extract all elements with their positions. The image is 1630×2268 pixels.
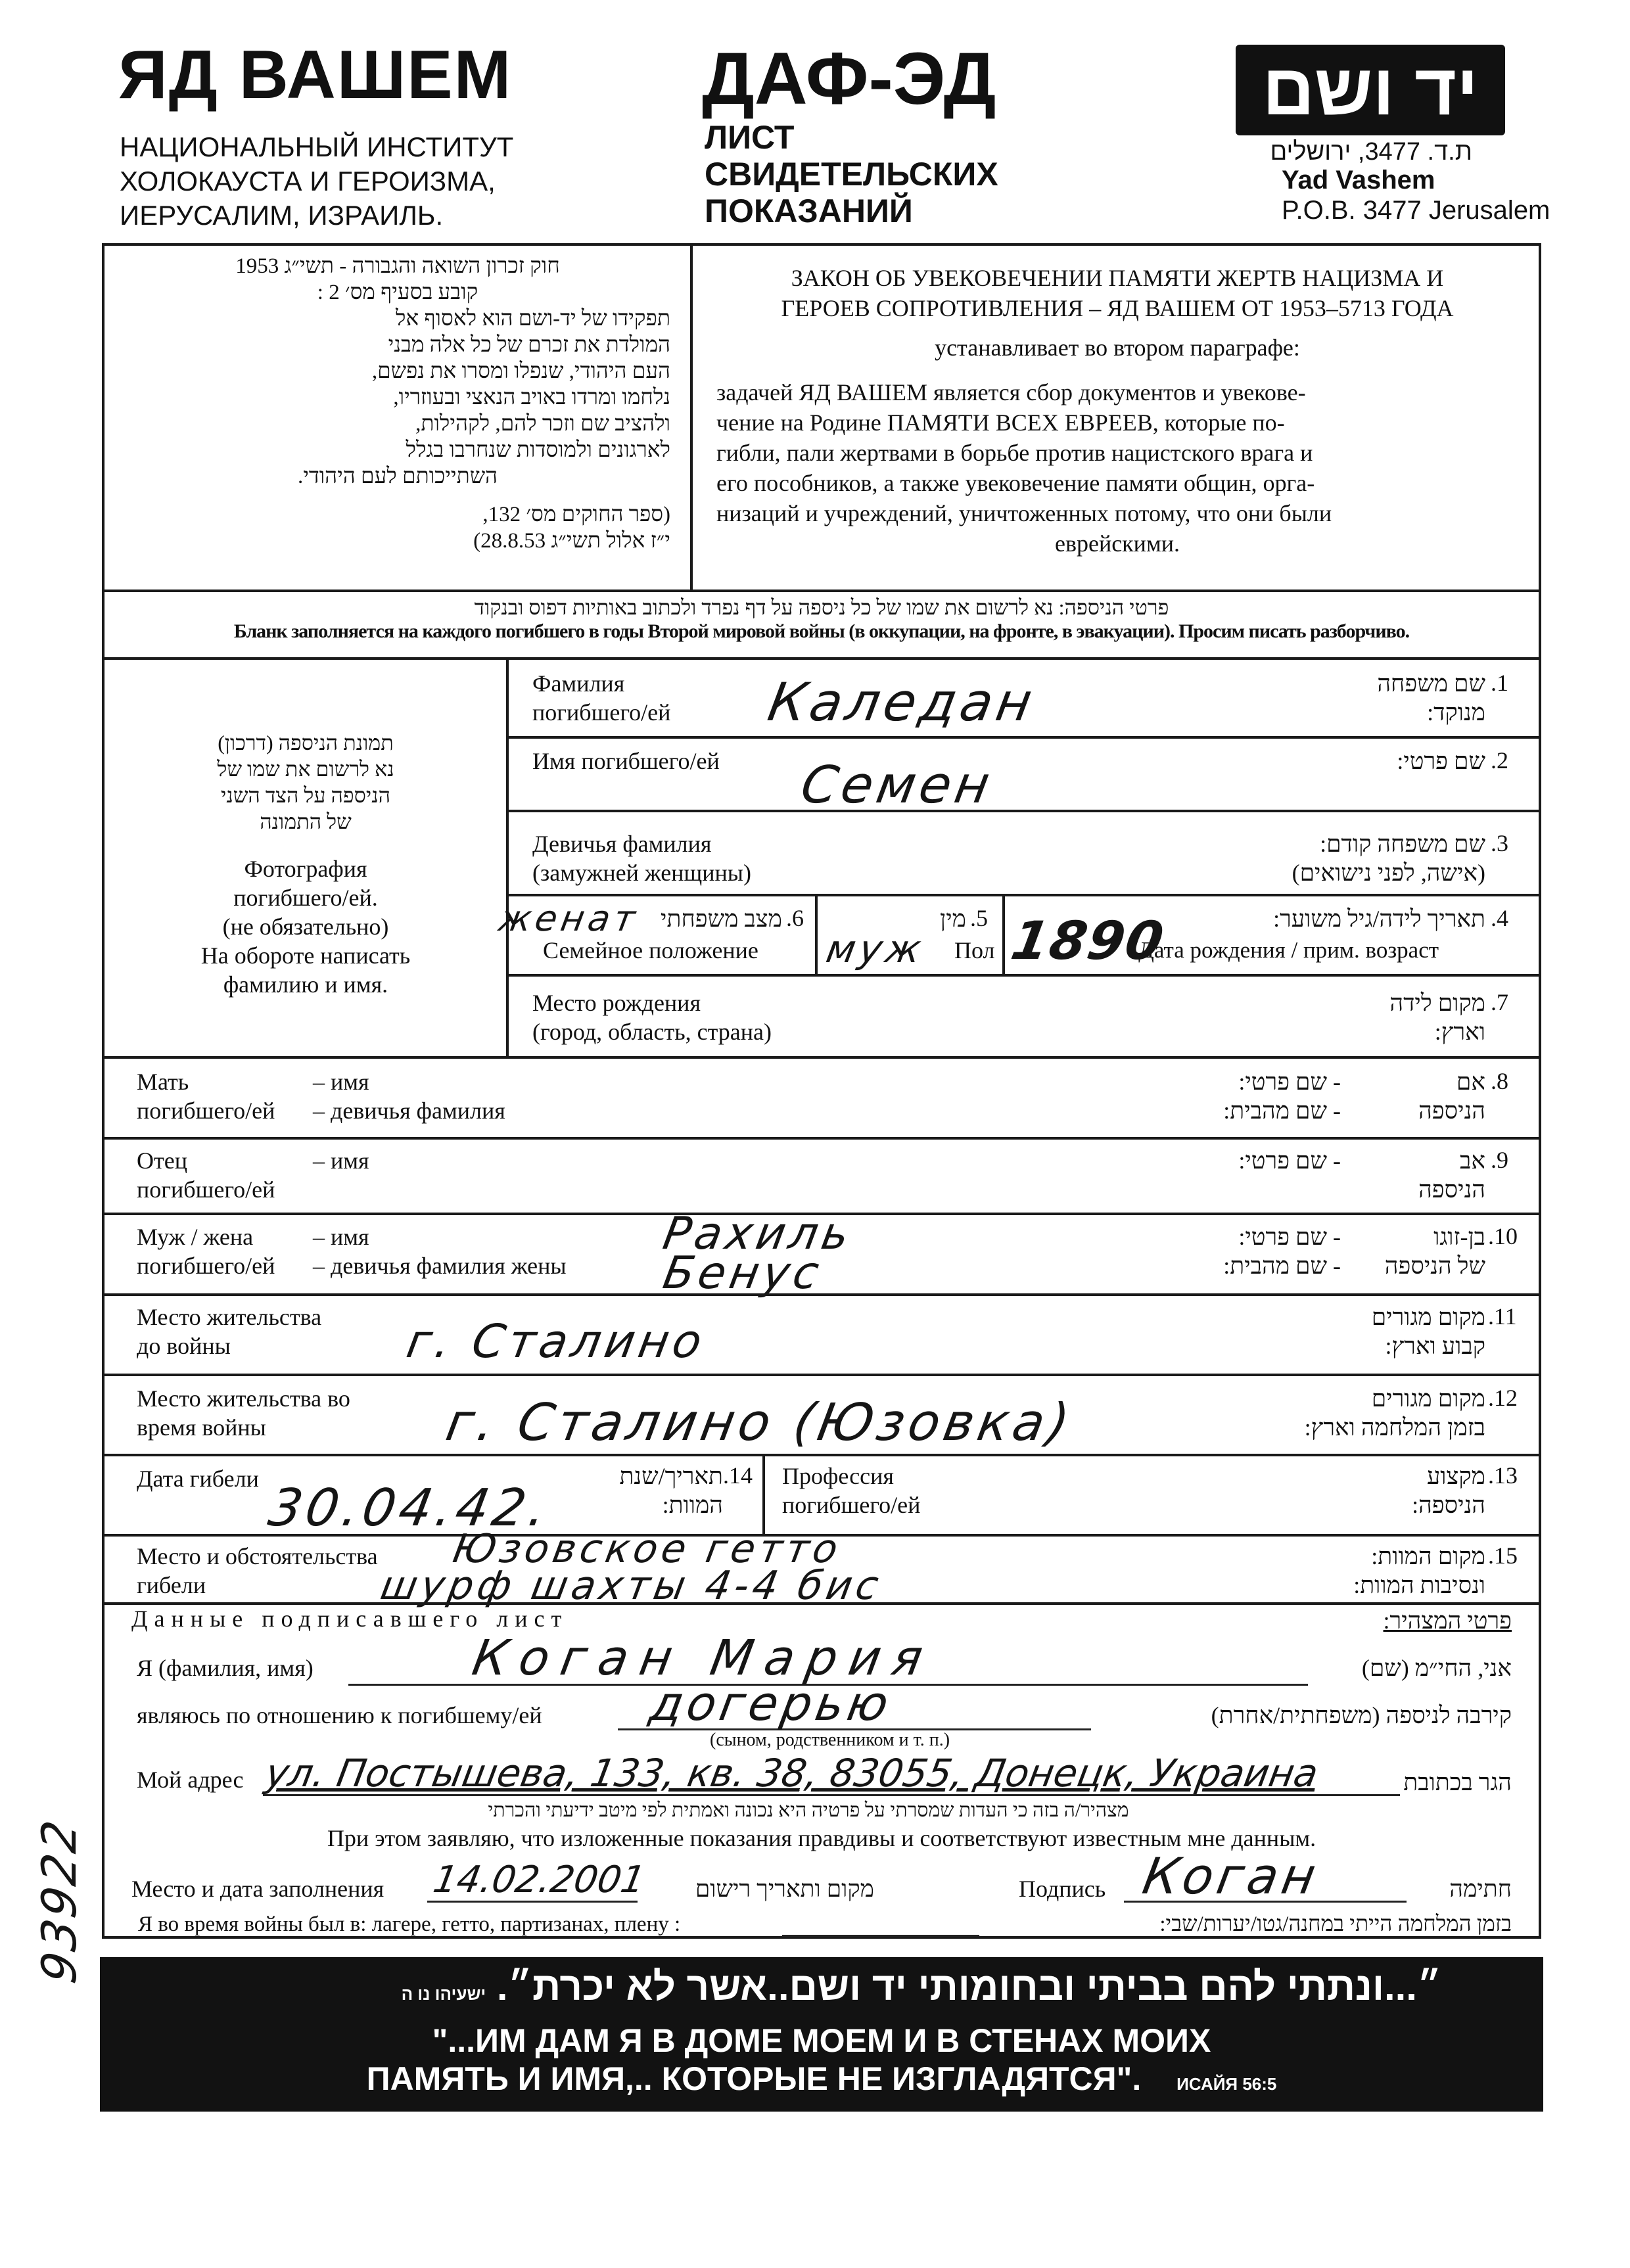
f14-number: .14 <box>723 1462 753 1489</box>
law-hebrew <box>125 253 670 554</box>
submitter-relation-label-ru: являюсь по отношению к погибшему/ей <box>137 1702 542 1728</box>
f4-birthdate-value: 1890 <box>1006 910 1169 971</box>
right-address-he: ת.ד. 3477, ירושלים <box>1270 138 1472 166</box>
center-subtitle-1: ЛИСТ <box>705 119 795 156</box>
row-rule <box>103 1454 1540 1456</box>
law-ru-body: низаций и учреждений, уничтоженных потому, что они были <box>716 500 1332 526</box>
f14-label-he: תאריך/שנת המוות: <box>619 1463 723 1518</box>
photo-ru-line: Фотография <box>244 856 367 882</box>
f9-label-ru-a: Отец погибшего/ей <box>137 1147 275 1203</box>
f12-label-he: מקום מגורים בזמן המלחמה וארץ: <box>1304 1385 1485 1441</box>
submitter-name-label-he: אני, החי״מ (שם) <box>1361 1655 1512 1681</box>
law-he-line: ולהציב שם וזכר להם, לקהילות, <box>415 412 670 436</box>
center-subtitle-3: ПОКАЗАНИЙ <box>705 193 913 229</box>
submitter-address-label-he: הגר בכתובת <box>1403 1769 1512 1795</box>
submitter-name-value: Коган Мария <box>468 1630 939 1686</box>
law-divider <box>690 244 693 590</box>
law-he-line: חוק זכרון השואה והגבורה - תשי״ג 1953 <box>235 254 560 278</box>
submitter-relation-label-he: קירבה לניספה (משפחתית/אחרת) <box>1211 1702 1512 1728</box>
submitter-title-he: פרטי המצהיר: <box>1383 1608 1512 1634</box>
wartime-label-ru: Я во время войны был в: лагере, гетто, партизанах, плену : <box>138 1912 681 1936</box>
row-rule <box>103 1137 1540 1140</box>
f15-circumstance-value: шурф шахты 4-4 бис <box>377 1563 886 1609</box>
f6-label-he: מצב משפחתי <box>661 906 782 932</box>
f11-label-he: מקום מגורים קבוע וארץ: <box>1371 1304 1485 1359</box>
f15-number: .15 <box>1488 1542 1518 1569</box>
law-russian <box>716 263 1518 559</box>
photo-ru <box>131 854 480 999</box>
banner-hebrew-ref: ישעיהו נו ה <box>401 1984 486 2004</box>
center-subtitle-2: СВИДЕТЕЛЬСКИХ <box>705 156 998 193</box>
row-rule <box>507 974 1540 977</box>
banner-hebrew: ״...ונתתי להם בביתי ובחומותי יד ושם..אשר לא יכרת״. ישעיהו נו ה <box>401 1964 1442 2008</box>
instructions-ru: Бланк заполняется на каждого погибшего в годы Второй мировой войны (в оккупации, на фронте, в эвакуации). Просим писать разборчиво. <box>233 620 1410 642</box>
f6-label-ru: Семейное положение <box>543 937 758 963</box>
f11-label-ru: Место жительства до войны <box>137 1304 322 1359</box>
submitter-name-label-ru: Я (фамилия, имя) <box>137 1655 314 1681</box>
left-title: ЯД ВАШЕМ <box>118 37 513 113</box>
law-he-line: העם היהודי, שנפלו ומסרו את נפשם, <box>371 359 670 383</box>
row-rule <box>103 1293 1540 1296</box>
row-rule <box>507 810 1540 812</box>
submitter-relation-hint: (сыном, родственником и т. п.) <box>710 1730 950 1750</box>
f3-label-ru: Девичья фамилия (замужней женщины) <box>532 831 751 886</box>
f3-number: .3 <box>1491 830 1508 856</box>
law-ru-body: его пособников, а также увековечение памяти общин, орга- <box>716 470 1315 496</box>
law-ru-body: гибли, пали жертвами в борьбе против нацистского врага и <box>716 440 1313 466</box>
row4-divider-a <box>815 895 818 974</box>
law-he-line: נלחמו ומרדו באויב הנאצי ובעוזריו, <box>393 386 670 409</box>
banner-ru-line1: "...ИМ ДАМ Я В ДОМЕ МОЕМ И В СТЕНАХ МОИХ <box>432 2022 1211 2059</box>
f13-f14-divider <box>762 1455 765 1534</box>
law-ru-body: задачей ЯД ВАШЕМ является сбор документов и увекове- <box>716 379 1306 405</box>
f1-label-he: שם משפחה מנוקד: <box>1377 670 1485 726</box>
submitter-address-label-ru: Мой адрес <box>137 1767 244 1793</box>
wartime-line <box>782 1935 979 1937</box>
fill-place-label-he: מקום ותאריך רישום <box>695 1876 874 1902</box>
f2-firstname-value: Семен <box>797 756 998 815</box>
f5-sex-value: муж <box>823 927 929 971</box>
f6-number: .6 <box>786 905 804 931</box>
photo-ru-line: фамилию и имя. <box>223 971 388 998</box>
left-subtitle-3: ИЕРУСАЛИМ, ИЗРАИЛЬ. <box>120 200 444 231</box>
f9-label-he-b: - שם פרטי: <box>1238 1147 1341 1174</box>
law-ru-body: чение на Родине ПАМЯТИ ВСЕХ ЕВРЕЕВ, которые по- <box>716 409 1285 436</box>
f10-number: .10 <box>1488 1223 1518 1249</box>
law-ru-body: еврейскими. <box>1054 530 1180 557</box>
law-ru-title: ГЕРОЕВ СОПРОТИВЛЕНИЯ – ЯД ВАШЕМ ОТ 1953–5713 ГОДА <box>781 295 1454 321</box>
instructions-he: פרטי הניספה: נא לרשום את שמו של כל ניספה על דף נפרד ולכתוב באותיות דפוס ובנקוד <box>474 595 1169 619</box>
right-org-name: Yad Vashem <box>1282 166 1435 195</box>
photo-he-line: של התמונה <box>260 810 352 833</box>
f10-spouse-maiden-value: Бенус <box>659 1247 827 1299</box>
photo-he-line: תמונת הניספה (דרכון) <box>218 731 394 754</box>
law-he-line: המולדת את זכרם של כל אלה מבני <box>388 333 670 357</box>
f1-surname-value: Каледан <box>763 672 1041 733</box>
banner-ru-ref: ИСАЙЯ 56:5 <box>1176 2074 1277 2094</box>
row-rule <box>507 894 1540 896</box>
f8-label-ru-b: – имя – девичья фамилия <box>313 1069 505 1124</box>
signature-value: Коган <box>1138 1847 1324 1905</box>
wartime-label-he: בזמן המלחמה הייתי במחנה/גטו/יערות/שבי: <box>1159 1912 1512 1936</box>
f13-number: .13 <box>1488 1462 1518 1489</box>
banner-ru-line2: ПАМЯТЬ И ИМЯ,.. КОТОРЫЕ НЕ ИЗГЛАДЯТСЯ". ИСАЙЯ 56:5 <box>366 2060 1277 2097</box>
f7-label-ru: Место рождения (город, область, страна) <box>532 990 772 1045</box>
f10-label-ru-a: Муж / жена погибшего/ей <box>137 1224 275 1279</box>
f4-number: .4 <box>1491 905 1508 931</box>
law-he-line: תפקידו של יד-ושם הוא לאסוף אל <box>395 307 670 331</box>
f3-label-he: שם משפחה קודם: (אישה, לפני נישואים) <box>1292 831 1485 886</box>
photo-ru-line: На обороте написать <box>200 942 411 969</box>
submitter-title-ru: Данные подписавшего лист <box>131 1606 569 1632</box>
f10-label-he-b: - שם פרטי: - שם מהבית: <box>1223 1224 1341 1279</box>
f15-label-ru: Место и обстоятельства гибели <box>137 1543 378 1598</box>
photo-ru-line: (не обязательно) <box>222 914 389 940</box>
f13-label-he: מקצוע הניספה: <box>1412 1463 1485 1518</box>
f5-label-he: מין <box>940 906 966 932</box>
f8-label-he-b: - שם פרטי: - שם מהבית: <box>1223 1069 1341 1124</box>
f12-label-ru: Место жительства во время войны <box>137 1385 350 1441</box>
law-he-line: לארגונים ולמוסדות שנחרבו בגלל <box>406 438 670 462</box>
submitter-relation-value: догерью <box>645 1676 897 1731</box>
row-rule <box>103 1374 1540 1376</box>
f15-label-he: מקום המוות: ונסיבות המוות: <box>1353 1543 1485 1598</box>
fill-place-label-ru: Место и дата заполнения <box>131 1876 384 1902</box>
f11-number: .11 <box>1488 1303 1517 1330</box>
law-bottom-rule <box>103 590 1540 592</box>
yad-vashem-logo <box>1236 45 1505 135</box>
f4-label-ru: Дата рождения / прим. возраст <box>1138 937 1439 963</box>
f2-number: .2 <box>1491 747 1508 774</box>
quote-banner <box>100 1957 1543 2112</box>
law-he-line: י״ז אלול תשי״ג 28.8.53) <box>473 529 670 553</box>
f8-number: .8 <box>1491 1068 1508 1094</box>
left-subtitle-1: НАЦИОНАЛЬНЫЙ ИНСТИТУТ <box>120 131 514 162</box>
law-ru-title: ЗАКОН ОБ УВЕКОВЕЧЕНИИ ПАМЯТИ ЖЕРТВ НАЦИЗМА И <box>791 265 1444 291</box>
f9-label-he-a: אב הניספה <box>1418 1147 1485 1203</box>
f7-number: .7 <box>1491 989 1508 1015</box>
f9-label-ru-b: – имя <box>313 1147 369 1174</box>
f14-label-ru: Дата гибели <box>137 1466 259 1492</box>
f2-label-ru: Имя погибшего/ей <box>532 748 720 774</box>
law-he-line: (ספר החוקים מס׳ 132, <box>482 503 670 526</box>
f6-marital-value: женат <box>496 898 643 939</box>
instructions-rule <box>103 657 1540 660</box>
f1-number: .1 <box>1491 670 1508 696</box>
f14-death-date-value: 30.04.42. <box>264 1479 555 1538</box>
f7-label-he: מקום לידה וארץ: <box>1389 990 1485 1045</box>
fill-place-value: 14.02.2001 <box>430 1859 649 1901</box>
f8-label-he-a: אם הניספה <box>1418 1069 1485 1124</box>
margin-number: 93922 <box>32 1814 87 1987</box>
row-rule <box>507 736 1540 739</box>
f13-label-ru: Профессия погибшего/ей <box>782 1463 921 1518</box>
f1-label-ru: Фамилия погибшего/ей <box>532 670 671 726</box>
f4-label-he: תאריך לידה/גיל משוער: <box>1273 906 1485 932</box>
f2-label-he: שם פרטי: <box>1397 748 1485 774</box>
f11-residence-value: г. Сталино <box>402 1314 710 1368</box>
row-rule <box>103 1056 1540 1059</box>
f5-label-ru: Пол <box>954 937 995 963</box>
f10-label-he-a: בן-זוגו של הניספה <box>1384 1224 1485 1279</box>
declaration-ru: При этом заявляю, что изложенные показания правдивы и соответствуют известным мне данным. <box>327 1825 1316 1851</box>
f5-number: .5 <box>970 905 988 931</box>
f12-wartime-residence-value: г. Сталино (Юзовка) <box>442 1393 1078 1452</box>
law-he-line: קובע בסעיף מס׳ 2 : <box>317 281 478 304</box>
photo-he-line: הניספה על הצד השני <box>220 783 391 807</box>
submitter-address-value: ул. Постышева, 133, кв. 38, 83055, Донецк, Украина <box>262 1751 1322 1795</box>
f8-label-ru-a: Мать погибшего/ей <box>137 1069 275 1124</box>
f10-label-ru-b: – имя – девичья фамилия жены <box>313 1224 567 1279</box>
photo-he-line: נא לרשום את שמו של <box>217 757 394 781</box>
signature-label-he: חתימה <box>1449 1876 1512 1902</box>
photo-ru-line: погибшего/ей. <box>233 885 378 911</box>
law-he-line: השתייכותם לעם היהודי. <box>297 465 498 488</box>
f15-place-value: Юзовское гетто <box>449 1526 845 1572</box>
declaration-he: מצהיר/ה בזה כי העדות שמסרתי על פרטיה היא נכונה ואמתית לפי מיטב ידיעתי והכרתי <box>488 1799 1129 1821</box>
law-ru-sub: устанавливает во втором параграфе: <box>935 335 1300 361</box>
f10-spouse-name-value: Рахиль <box>659 1208 857 1260</box>
right-address-en: P.O.B. 3477 Jerusalem <box>1282 196 1550 225</box>
photo-divider <box>506 659 509 1056</box>
signature-label-ru: Подпись <box>1019 1876 1106 1902</box>
logo-text: יד ושם <box>1262 49 1479 130</box>
center-title: ДАФ-ЭД <box>702 37 996 120</box>
photo-he <box>131 729 480 835</box>
left-subtitle-2: ХОЛОКАУСТА И ГЕРОИЗМА, <box>120 166 496 197</box>
f12-number: .12 <box>1488 1385 1518 1411</box>
f9-number: .9 <box>1491 1147 1508 1173</box>
row4-divider-b <box>1002 895 1005 974</box>
